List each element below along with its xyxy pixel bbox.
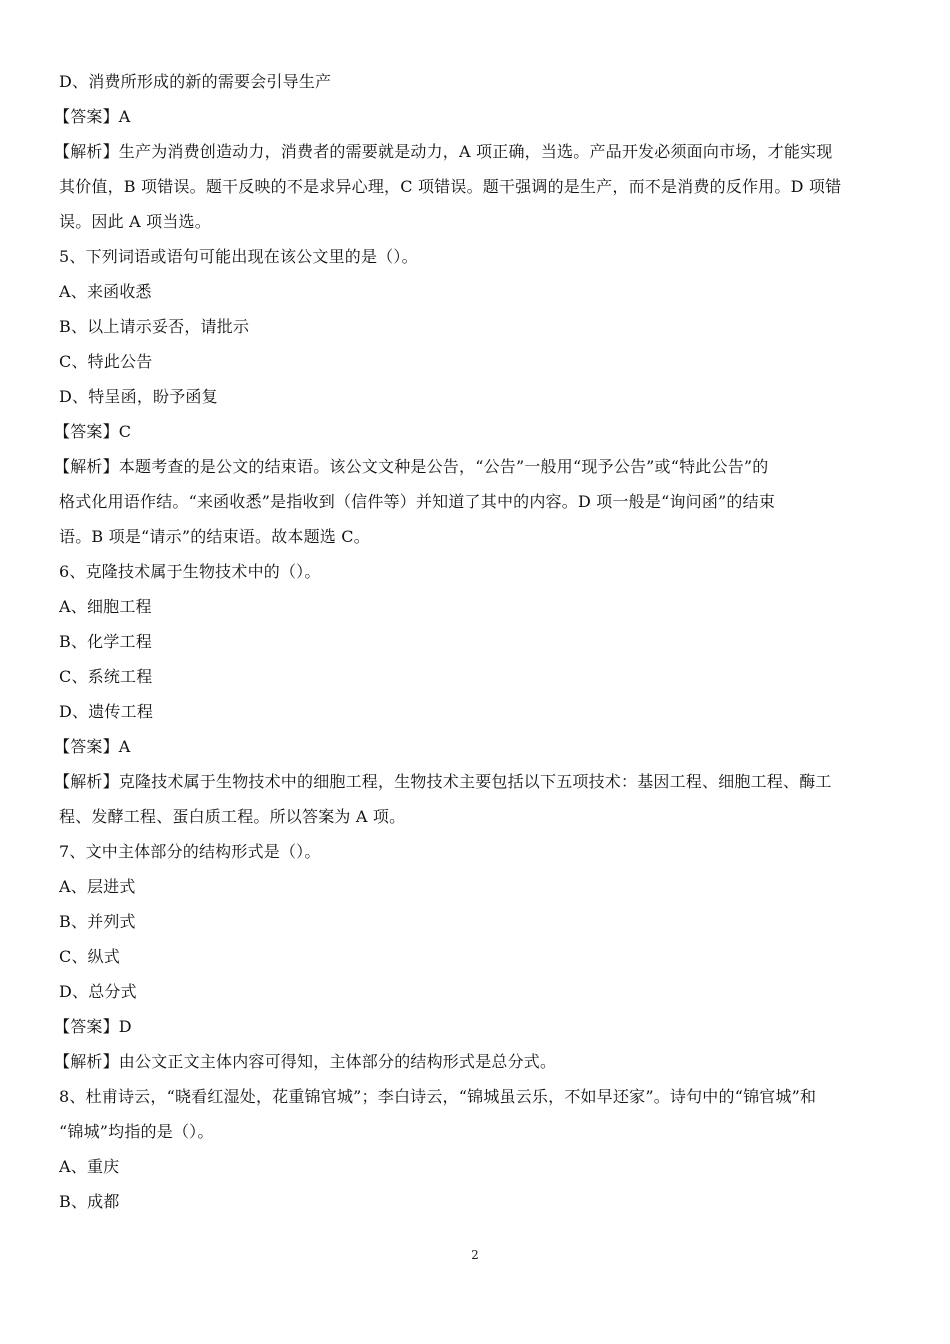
question-line: 5、下列词语或语句可能出现在该公文里的是（）。 bbox=[59, 247, 418, 266]
page-number: 2 bbox=[471, 1248, 479, 1262]
explanation-line: 程、发酵工程、蛋白质工程。所以答案为 A 项。 bbox=[59, 807, 406, 826]
option-line: B、成都 bbox=[59, 1192, 120, 1211]
answer-line: 【答案】D bbox=[54, 1017, 132, 1036]
option-line: B、化学工程 bbox=[59, 632, 152, 651]
explanation-line: 【解析】生产为消费创造动力，消费者的需要就是动力，A 项正确，当选。产品开发必须面向市场，才能实现 bbox=[54, 142, 833, 161]
option-line: C、纵式 bbox=[59, 947, 121, 966]
question-line: 7、文中主体部分的结构形式是（）。 bbox=[59, 842, 321, 861]
option-line: D、总分式 bbox=[59, 982, 137, 1001]
option-line: A、细胞工程 bbox=[59, 597, 152, 616]
answer-line: 【答案】A bbox=[54, 107, 131, 126]
explanation-line: 【解析】由公文正文主体内容可得知，主体部分的结构形式是总分式。 bbox=[54, 1052, 557, 1071]
option-line: D、遗传工程 bbox=[59, 702, 154, 721]
question-line: 8、杜甫诗云，“晓看红湿处，花重锦官城”；李白诗云，“锦城虽云乐，不如早还家”。诗句中的“锦官城”和 bbox=[59, 1087, 817, 1106]
explanation-line: 格式化用语作结。“来函收悉”是指收到（信件等）并知道了其中的内容。D 项一般是“询问函”的结束 bbox=[59, 492, 776, 511]
answer-line: 【答案】C bbox=[54, 422, 132, 441]
answer-line: 【答案】A bbox=[54, 737, 131, 756]
option-line: A、层进式 bbox=[59, 877, 136, 896]
explanation-line: 【解析】克隆技术属于生物技术中的细胞工程，生物技术主要包括以下五项技术：基因工程、细胞工程、酶工 bbox=[54, 772, 832, 791]
option-line: C、特此公告 bbox=[59, 352, 153, 371]
option-line: A、重庆 bbox=[59, 1157, 120, 1176]
explanation-line: 其价值，B 项错误。题干反映的不是求异心理，C 项错误。题干强调的是生产，而不是消费的反作用。D 项错 bbox=[59, 177, 842, 196]
option-line: B、并列式 bbox=[59, 912, 136, 931]
explanation-line: 【解析】本题考查的是公文的结束语。该公文文种是公告，“公告”一般用“现予公告”或“特此公告”的 bbox=[54, 457, 769, 476]
option-line: B、以上请示妥否，请批示 bbox=[59, 317, 250, 336]
question-line: “锦城”均指的是（）。 bbox=[59, 1122, 214, 1141]
option-line: C、系统工程 bbox=[59, 667, 153, 686]
option-line: D、消费所形成的新的需要会引导生产 bbox=[59, 72, 332, 91]
question-line: 6、克隆技术属于生物技术中的（）。 bbox=[59, 562, 321, 581]
option-line: D、特呈函，盼予函复 bbox=[59, 387, 218, 406]
explanation-line: 误。因此 A 项当选。 bbox=[59, 212, 211, 231]
option-line: A、来函收悉 bbox=[59, 282, 152, 301]
explanation-line: 语。B 项是“请示”的结束语。故本题选 C。 bbox=[59, 527, 370, 546]
document-body bbox=[54, 64, 899, 1219]
